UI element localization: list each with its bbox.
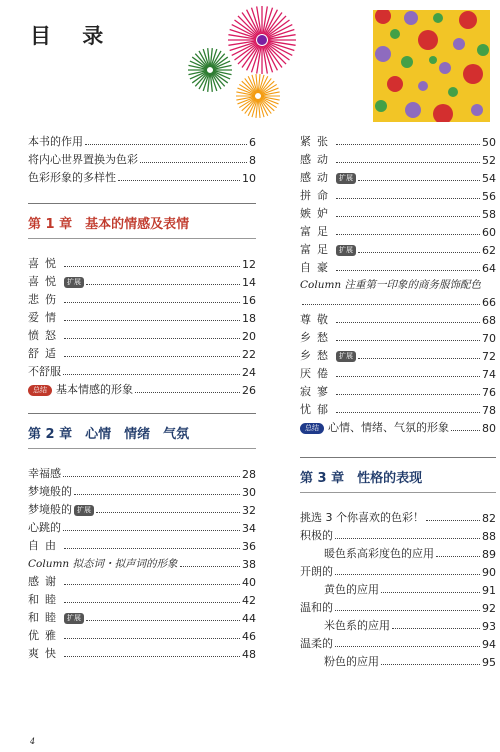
page-ref: 20 <box>242 330 256 343</box>
dot-leader <box>180 566 240 567</box>
toc-entry[interactable] <box>28 625 256 643</box>
toc-entry[interactable] <box>300 561 496 579</box>
chapter-3-heading <box>300 457 496 493</box>
toc-entry[interactable] <box>300 327 496 345</box>
dot-leader <box>336 394 480 395</box>
page-ref: 50 <box>482 136 496 149</box>
toc-entry[interactable] <box>28 325 256 343</box>
expand-badge: 扩展 <box>336 245 356 256</box>
page-ref: 74 <box>482 368 496 381</box>
expand-badge: 扩展 <box>74 505 94 516</box>
toc-entry-title: 心跳的 <box>28 521 61 534</box>
dot-leader <box>335 538 480 539</box>
dot-leader <box>336 234 480 235</box>
dot-leader <box>451 430 480 431</box>
toc-entry[interactable] <box>300 257 496 275</box>
dot-leader <box>118 180 240 181</box>
toc-entry-title: 嫉妒 <box>300 207 334 220</box>
page-ref: 30 <box>242 486 256 499</box>
dot-leader <box>336 270 480 271</box>
page-ref: 56 <box>482 190 496 203</box>
dot-leader <box>63 374 240 375</box>
toc-entry-title: 乡愁 <box>300 349 334 362</box>
dot-leader <box>86 284 240 285</box>
page-ref: 28 <box>242 468 256 481</box>
toc-entry-title: 厌倦 <box>300 367 334 380</box>
toc-entry[interactable] <box>300 203 496 221</box>
chapter-1-list <box>28 253 256 397</box>
toc-entry-title: 感谢 <box>28 575 62 588</box>
page-ref: 8 <box>249 154 256 167</box>
page-ref: 82 <box>482 512 496 525</box>
chapter-1-title: 第 1 章 基本的情感及表情 <box>28 217 190 232</box>
toc-entry-title: 富足 <box>300 225 334 238</box>
dot-leader <box>86 620 240 621</box>
toc-entry-title: 黄色的应用 <box>324 583 379 596</box>
dot-leader <box>426 520 480 521</box>
toc-entry[interactable] <box>300 579 496 597</box>
page-ref: 78 <box>482 404 496 417</box>
page-ref: 52 <box>482 154 496 167</box>
toc-entry-title: 粉色的应用 <box>324 655 379 668</box>
chapter-2-heading <box>28 413 256 449</box>
page-ref: 32 <box>242 504 256 517</box>
dot-leader <box>358 252 480 253</box>
toc-entry[interactable] <box>300 345 496 363</box>
toc-entry-title: 挑选 3 个你喜欢的色彩！ <box>300 511 424 524</box>
toc-entry-title: 爱情 <box>28 311 62 324</box>
dot-leader <box>358 358 480 359</box>
page-ref: 89 <box>482 548 496 561</box>
toc-entry-title: 优雅 <box>28 629 62 642</box>
toc-entry[interactable] <box>300 417 496 435</box>
toc-entry-title: 乡愁 <box>300 331 334 344</box>
toc-entry-title: 将内心世界置换为色彩 <box>28 153 138 166</box>
toc-entry[interactable] <box>300 363 496 381</box>
toc-entry-title: 感动 <box>300 153 334 166</box>
page-ref: 40 <box>242 576 256 589</box>
toc-entry-title: 温和的 <box>300 601 333 614</box>
page-ref: 68 <box>482 314 496 327</box>
toc-entry[interactable] <box>28 271 256 289</box>
dot-leader <box>436 556 480 557</box>
toc-entry[interactable] <box>300 633 496 651</box>
toc-entry-title: 喜悦 <box>28 257 62 270</box>
toc-entry[interactable] <box>28 589 256 607</box>
page-ref: 38 <box>242 558 256 571</box>
toc-entry[interactable] <box>300 543 496 561</box>
toc-entry[interactable] <box>28 463 256 481</box>
toc-entry-title: 愤怒 <box>28 329 62 342</box>
page-ref: 80 <box>482 422 496 435</box>
summary-badge: 总结 <box>300 423 324 434</box>
page-ref: 76 <box>482 386 496 399</box>
page-ref: 26 <box>242 384 256 397</box>
page-ref: 58 <box>482 208 496 221</box>
toc-entry-title: 寂寥 <box>300 385 334 398</box>
page-ref: 14 <box>242 276 256 289</box>
toc-entry[interactable] <box>28 499 256 517</box>
chapter-3-title: 第 3 章 性格的表现 <box>300 471 423 486</box>
dot-leader <box>64 302 240 303</box>
chapter-2-title: 第 2 章 心情 情绪 气氛 <box>28 427 190 442</box>
page-ref: 22 <box>242 348 256 361</box>
toc-entry[interactable] <box>28 607 256 625</box>
expand-badge: 扩展 <box>336 351 356 362</box>
toc-entry-title: 和睦 <box>28 593 62 606</box>
page-ref: 64 <box>482 262 496 275</box>
expand-badge: 扩展 <box>64 277 84 288</box>
toc-entry-title: 基本情感的形象 <box>56 383 133 396</box>
page-ref: 60 <box>482 226 496 239</box>
dot-leader <box>381 592 480 593</box>
page-ref: 88 <box>482 530 496 543</box>
page-ref: 94 <box>482 638 496 651</box>
page-ref: 54 <box>482 172 496 185</box>
chapter-1-heading <box>28 203 256 239</box>
toc-entry[interactable] <box>28 553 256 571</box>
toc-entry[interactable] <box>28 643 256 661</box>
dot-leader <box>381 664 480 665</box>
toc-entry[interactable] <box>28 517 256 535</box>
dot-leader <box>392 628 480 629</box>
toc-entry[interactable] <box>28 481 256 499</box>
dot-leader <box>64 266 240 267</box>
dot-leader <box>85 144 247 145</box>
toc-entry[interactable] <box>28 343 256 361</box>
firework-green <box>188 48 232 92</box>
toc-entry[interactable] <box>300 651 496 669</box>
dot-leader <box>302 304 480 305</box>
toc-entry[interactable] <box>28 361 256 379</box>
firework-center <box>257 35 267 45</box>
dot-leader <box>64 356 240 357</box>
toc-entry-title: 富足 <box>300 243 334 256</box>
toc-entry[interactable] <box>28 307 256 325</box>
dot-leader <box>96 512 240 513</box>
chapter-2-list <box>28 463 256 661</box>
page-ref: 24 <box>242 366 256 379</box>
toc-entry-title: 尊敬 <box>300 313 334 326</box>
toc-left-column <box>28 131 256 661</box>
dot-leader <box>336 216 480 217</box>
dot-leader <box>336 340 480 341</box>
toc-entry-title: 舒适 <box>28 347 62 360</box>
toc-entry-title: 爽快 <box>28 647 62 660</box>
page-ref: 93 <box>482 620 496 633</box>
toc-entry[interactable] <box>300 149 496 167</box>
toc-entry[interactable] <box>300 381 496 399</box>
toc-entry-title: 拼命 <box>300 189 334 202</box>
toc-entry-title: 开朗的 <box>300 565 333 578</box>
toc-entry[interactable] <box>300 507 496 525</box>
polka-dot-art <box>373 10 490 122</box>
chapter-2-continued-list <box>300 131 496 435</box>
dot-leader <box>64 656 240 657</box>
page-ref: 72 <box>482 350 496 363</box>
dot-leader <box>63 476 240 477</box>
toc-entry[interactable] <box>300 221 496 239</box>
toc-entry-title: 本书的作用 <box>28 135 83 148</box>
page-number: 4 <box>30 737 36 746</box>
dot-leader <box>336 144 480 145</box>
toc-entry-title: 和睦 <box>28 611 62 624</box>
toc-entry[interactable] <box>28 167 256 185</box>
page-ref: 12 <box>242 258 256 271</box>
toc-entry-title: 悲伤 <box>28 293 62 306</box>
page-ref: 44 <box>242 612 256 625</box>
dot-leader <box>64 320 240 321</box>
toc-entry[interactable] <box>300 525 496 543</box>
dot-leader <box>64 338 240 339</box>
toc-entry-title: 心情、情绪、气氛的形象 <box>328 421 449 434</box>
toc-entry[interactable] <box>300 167 496 185</box>
page-ref: 18 <box>242 312 256 325</box>
page-ref: 62 <box>482 244 496 257</box>
toc-entry[interactable] <box>300 275 496 309</box>
toc-entry[interactable] <box>28 379 256 397</box>
expand-badge: 扩展 <box>336 173 356 184</box>
toc-entry-title: 自由 <box>28 539 62 552</box>
toc-entry-title: Column 注重第一印象的商务服饰配色 <box>300 279 482 291</box>
dot-leader <box>336 322 480 323</box>
toc-entry[interactable] <box>28 149 256 167</box>
page-ref: 66 <box>482 296 496 309</box>
dot-leader <box>64 584 240 585</box>
toc-entry[interactable] <box>28 535 256 553</box>
page-ref: 46 <box>242 630 256 643</box>
expand-badge: 扩展 <box>64 613 84 624</box>
dot-leader <box>335 610 480 611</box>
toc-entry-title: 喜悦 <box>28 275 62 288</box>
firework-orange <box>236 74 280 118</box>
toc-entry[interactable] <box>300 131 496 149</box>
page-ref: 92 <box>482 602 496 615</box>
page-ref: 91 <box>482 584 496 597</box>
toc-entry-title: 自豪 <box>300 261 334 274</box>
toc-entry-title: 幸福感 <box>28 467 61 480</box>
page-title: 目 录 <box>30 23 116 48</box>
toc-entry[interactable] <box>300 185 496 203</box>
dot-leader <box>63 530 240 531</box>
toc-entry[interactable] <box>28 289 256 307</box>
toc-entry-title: 忧郁 <box>300 403 334 416</box>
toc-right-column <box>300 131 496 669</box>
toc-entry-title: 梦境般的 <box>28 485 72 498</box>
toc-entry-title: 积极的 <box>300 529 333 542</box>
toc-entry[interactable] <box>300 597 496 615</box>
toc-entry-title: 温柔的 <box>300 637 333 650</box>
page-ref: 48 <box>242 648 256 661</box>
dot-leader <box>64 548 240 549</box>
intro-list <box>28 131 256 185</box>
summary-badge: 总结 <box>28 385 52 396</box>
dot-leader <box>64 638 240 639</box>
toc-entry[interactable] <box>300 239 496 257</box>
page-ref: 36 <box>242 540 256 553</box>
toc-entry[interactable] <box>28 253 256 271</box>
dot-leader <box>336 198 480 199</box>
firework-pink <box>228 6 296 74</box>
dot-leader <box>336 162 480 163</box>
toc-entry[interactable] <box>300 615 496 633</box>
dot-leader <box>336 376 480 377</box>
toc-entry-title: 梦境般的 <box>28 503 72 516</box>
dot-leader <box>335 574 480 575</box>
page-ref: 34 <box>242 522 256 535</box>
chapter-3-list <box>300 507 496 669</box>
dot-leader <box>336 412 480 413</box>
toc-entry-title: 暖色系高彩度色的应用 <box>324 547 434 560</box>
dot-leader <box>358 180 480 181</box>
toc-entry[interactable] <box>300 399 496 417</box>
dot-leader <box>140 162 247 163</box>
toc-entry-title: 紧张 <box>300 135 334 148</box>
page-ref: 6 <box>249 136 256 149</box>
dot-leader <box>74 494 240 495</box>
dot-leader <box>335 646 480 647</box>
page-ref: 10 <box>242 172 256 185</box>
page-ref: 42 <box>242 594 256 607</box>
page-ref: 70 <box>482 332 496 345</box>
dot-leader <box>64 602 240 603</box>
toc-entry-title: 感动 <box>300 171 334 184</box>
page-ref: 90 <box>482 566 496 579</box>
toc-entry-title: 米色系的应用 <box>324 619 390 632</box>
toc-entry[interactable] <box>28 571 256 589</box>
page-ref: 16 <box>242 294 256 307</box>
toc-entry-title: Column 拟态词・拟声词的形象 <box>28 558 178 570</box>
toc-entry[interactable] <box>28 131 256 149</box>
toc-entry[interactable] <box>300 309 496 327</box>
dot-leader <box>135 392 240 393</box>
toc-entry-title: 不舒服 <box>28 365 61 378</box>
page-ref: 95 <box>482 656 496 669</box>
toc-entry-title: 色彩形象的多样性 <box>28 171 116 184</box>
